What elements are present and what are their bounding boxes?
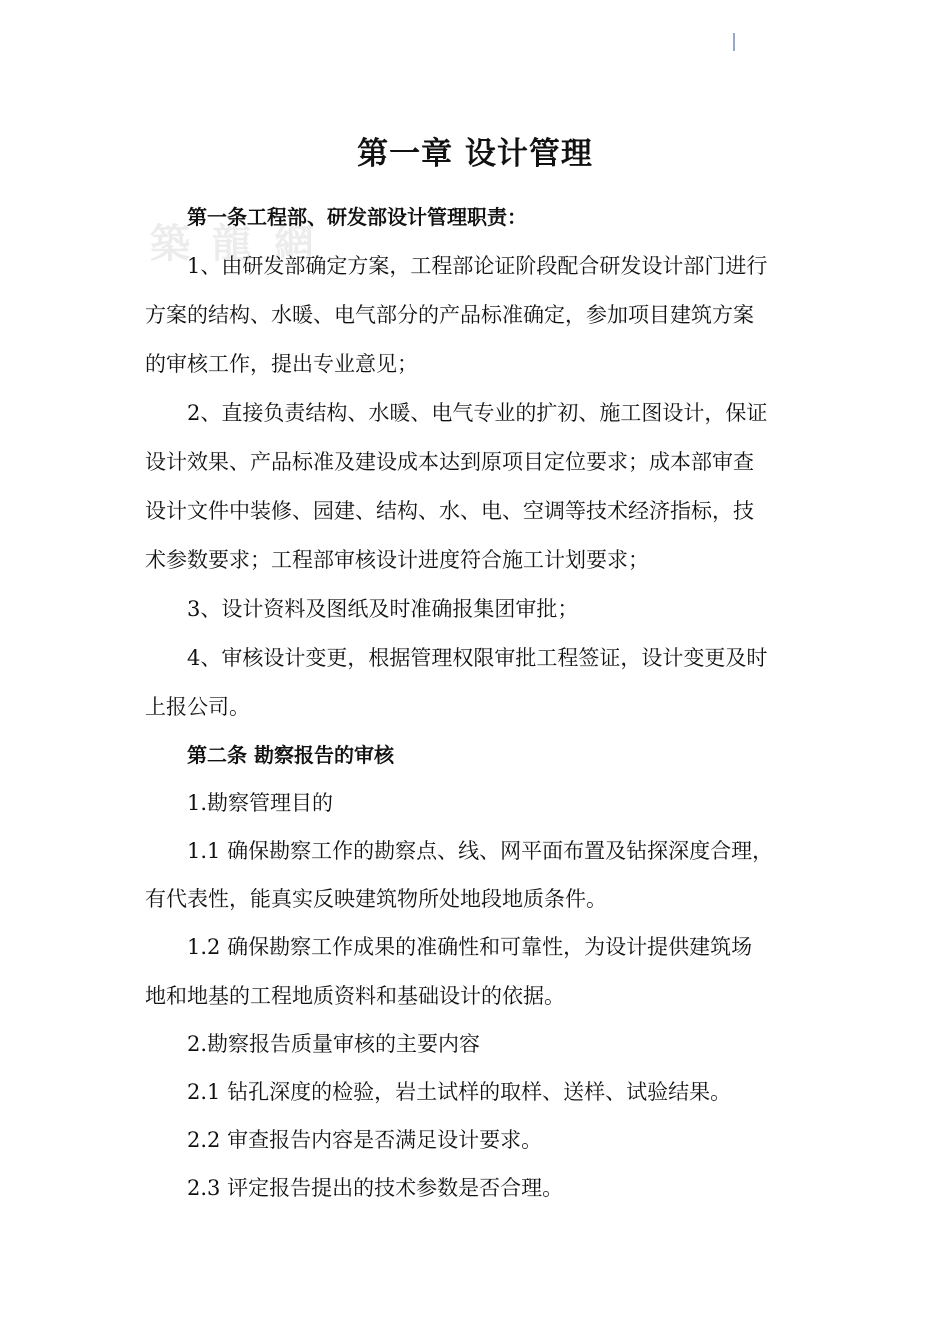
paragraph-line: 1、由研发部确定方案，工程部论证阶段配合研发设计部门进行	[187, 254, 768, 278]
paragraph-line: 2.3 评定报告提出的技术参数是否合理。	[187, 1176, 564, 1200]
paragraph-line: 设计效果、产品标准及建设成本达到原项目定位要求；成本部审查	[145, 450, 754, 474]
paragraph-line: 2、直接负责结构、水暖、电气专业的扩初、施工图设计，保证	[187, 401, 768, 425]
section-heading: 2.勘察报告质量审核的主要内容	[187, 1032, 481, 1056]
section-heading: 1.勘察管理目的	[187, 791, 334, 815]
paragraph-line: 2.1 钻孔深度的检验，岩土试样的取样、送样、试验结果。	[187, 1080, 732, 1104]
paragraph-line: 2.2 审查报告内容是否满足设计要求。	[187, 1128, 543, 1152]
corner-mark	[733, 33, 735, 51]
chapter-title: 第一章 设计管理	[357, 136, 593, 172]
paragraph-line: 1.1 确保勘察工作的勘察点、线、网平面布置及钻探深度合理，	[187, 839, 774, 863]
paragraph-line: 术参数要求；工程部审核设计进度符合施工计划要求；	[145, 548, 649, 572]
article-2-heading: 第二条 勘察报告的审核	[187, 743, 394, 767]
paragraph-line: 的审核工作，提出专业意见；	[145, 352, 418, 376]
paragraph-line: 方案的结构、水暖、电气部分的产品标准确定，参加项目建筑方案	[145, 303, 754, 327]
paragraph-line: 3、设计资料及图纸及时准确报集团审批；	[187, 597, 579, 621]
paragraph-line: 地和地基的工程地质资料和基础设计的依据。	[145, 984, 565, 1008]
watermark: 築 龍 網	[150, 221, 318, 267]
paragraph-line: 4、审核设计变更，根据管理权限审批工程签证，设计变更及时	[187, 646, 768, 670]
article-1-heading: 第一条工程部、研发部设计管理职责：	[187, 205, 527, 229]
paragraph-line: 上报公司。	[145, 695, 250, 719]
paragraph-line: 设计文件中装修、园建、结构、水、电、空调等技术经济指标，技	[145, 499, 754, 523]
paragraph-line: 有代表性，能真实反映建筑物所处地段地质条件。	[145, 887, 607, 911]
paragraph-line: 1.2 确保勘察工作成果的准确性和可靠性，为设计提供建筑场	[187, 935, 753, 959]
